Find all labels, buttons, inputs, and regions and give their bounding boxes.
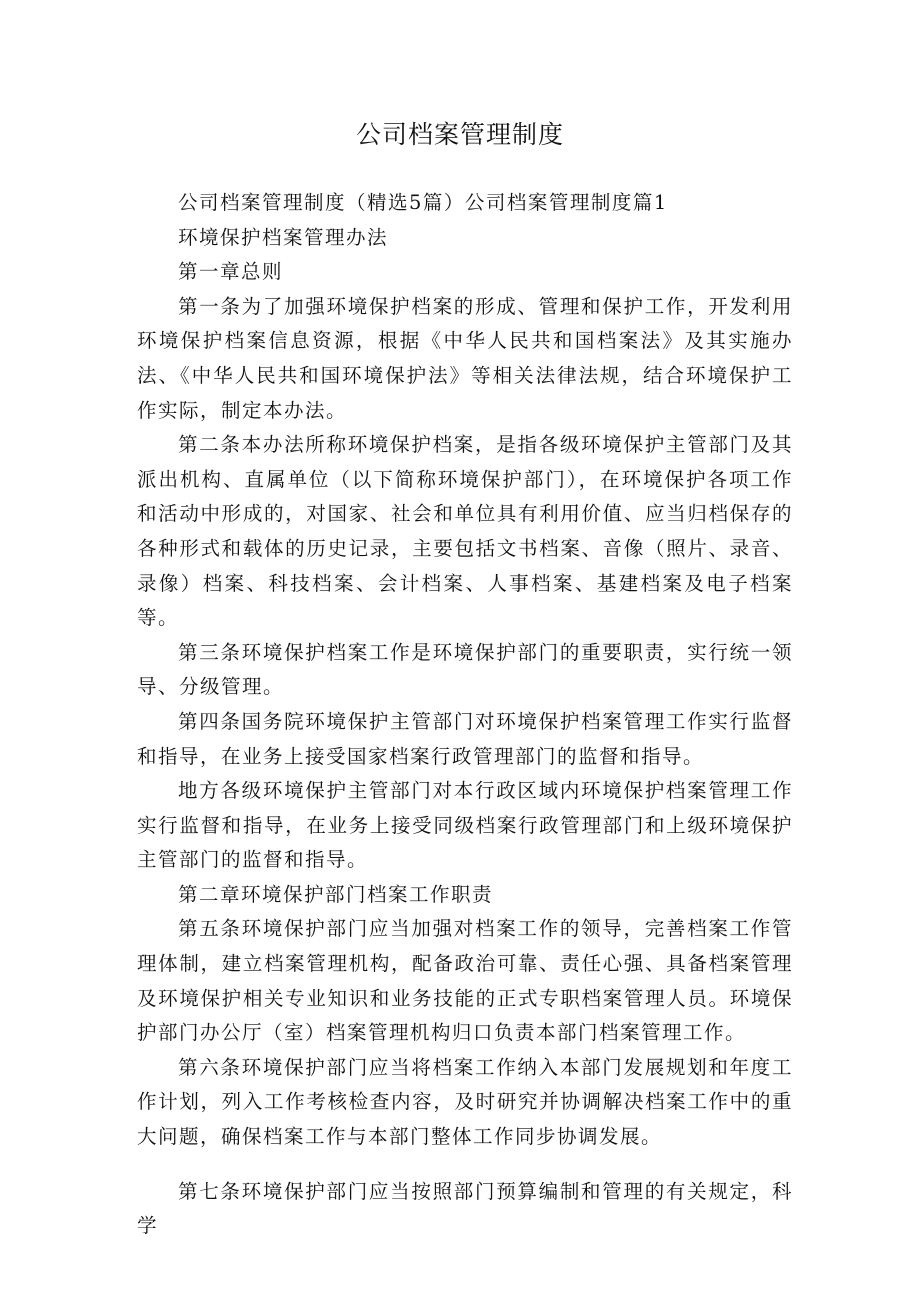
article-2: 第二条本办法所称环境保护档案，是指各级环境保护主管部门及其派出机构、直属单位（以下简称环境保护部门），在环境保护各项工作和活动中形成的，对国家、社会和单位具有利用价值、应当归档保存的各种形式和载体的历史记录，主要包括文书档案、音像（照片、录音、录像）档案、科技档案、会计档案、人事档案、基建档案及电子档案等。 — [137, 433, 793, 630]
article-6: 第六条环境保护部门应当将档案工作纳入本部门发展规划和年度工作计划，列入工作考核检查内容，及时研究并协调解决档案工作中的重大问题，确保档案工作与本部门整体工作同步协调发展。 — [137, 1055, 793, 1149]
document-body — [137, 186, 793, 1244]
chapter-2-heading: 第二章环境保护部门档案工作职责 — [178, 882, 494, 906]
article-3: 第三条环境保护档案工作是环境保护部门的重要职责，实行统一领导、分级管理。 — [137, 640, 793, 699]
article-4-local: 地方各级环境保护主管部门对本行政区域内环境保护档案管理工作实行监督和指导，在业务上接受同级档案行政管理部门和上级环境保护主管部门的监督和指导。 — [137, 779, 793, 872]
paragraph-heading-measures: 环境保护档案管理办法 — [178, 225, 389, 249]
article-7: 第七条环境保护部门应当按照部门预算编制和管理的有关规定，科学 — [137, 1179, 793, 1238]
paragraph-intro: 公司档案管理制度（精选5篇）公司档案管理制度篇1 — [178, 191, 668, 214]
chapter-1-heading: 第一章总则 — [178, 260, 284, 284]
article-5: 第五条环境保护部门应当加强对档案工作的领导，完善档案工作管理体制，建立档案管理机构，配备政治可靠、责任心强、具备档案管理及环境保护相关专业知识和业务技能的正式专职档案管理人员。环境保护部门办公厅（室）档案管理机构归口负责本部门档案管理工作。 — [137, 917, 793, 1045]
article-4: 第四条国务院环境保护主管部门对环境保护档案管理工作实行监督和指导，在业务上接受国家档案行政管理部门的监督和指导。 — [137, 709, 793, 768]
document-title: 公司档案管理制度 — [355, 120, 564, 149]
article-1: 第一条为了加强环境保护档案的形成、管理和保护工作，开发利用环境保护档案信息资源，根据《中华人民共和国档案法》及其实施办法、《中华人民共和国环境保护法》等相关法律法规，结合环境保护工作实际，制定本办法。 — [137, 294, 793, 422]
